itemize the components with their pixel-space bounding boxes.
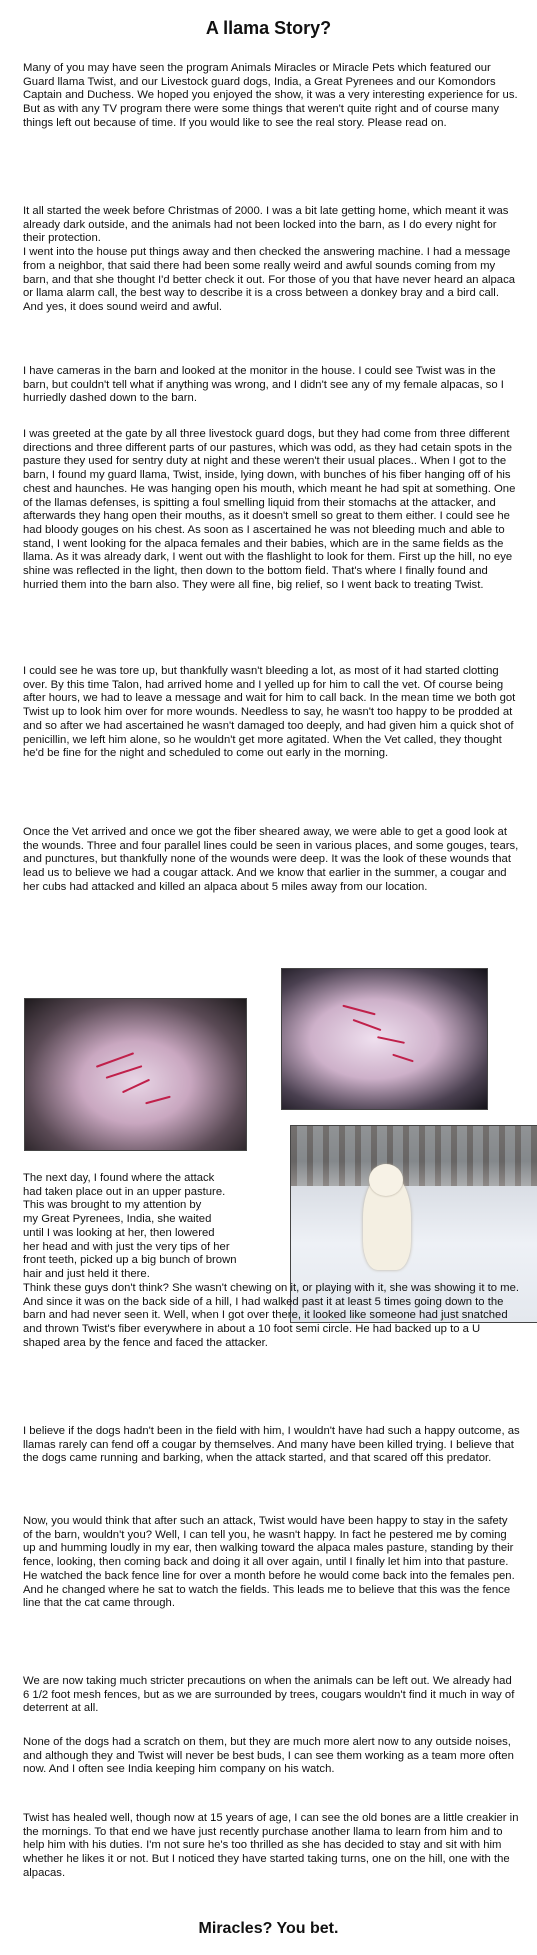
story-paragraph-scratch: None of the dogs had a scratch on them, but they are much more alert now to any outside noises, and although they and Twist will never be best buds, I can see them working as a team more often now. And I often see India keeping him company on his watch. xyxy=(23,1736,514,1776)
story-paragraph-precautions: We are now taking much stricter precautions on when the animals can be left out. We already had 6 1/2 foot mesh fences, but as we are surrounded by trees, cougars wouldn't find it much in way of deterrent at all. xyxy=(23,1675,515,1715)
story-paragraph-next-day: The next day, I found where the attack had taken place out in an upper pasture. This was brought to my attention by my Great Pyrenees, India, she waited until I was looking at her, then lowered her head and with just the very tips of her front teeth, picked up a big bunch of brown hair and just held it there. xyxy=(23,1172,237,1280)
story-paragraph-greeted: I was greeted at the gate by all three livestock guard dogs, but they had come from three different directions and three different parts of our pastures, which was odd, as they had cetain spots in the pasture they used for sentry duty at night and these weren't their usual places.. When I got to the barn, I found my guard llama, Twist, inside, lying down, with bunches of his fiber hanging off of his chest and haunches. He was hanging open his mouth, which meant he had spit at something. One of the llamas defenses, is spitting a foul smelling liquid from their stomachs at the attacker, and afterwards they hang open their mouths, as it doesn't smell so great to them either. I could see he had bloody gouges on his chest. As soon as I ascertained he was not bleeding much and able to stand, I went looking for the alpaca females and their babies, which are in the same fields as the llama. As it was already dark, I went out with the flashlight to look for them. First up the hill, no eye shine was reflected in the light, then down to the bottom field. That's where I finally found and hurried them into the barn also. They were all fine, big relief, so I went back to treating Twist. xyxy=(23,428,516,591)
closing-line: Miracles? You bet. xyxy=(198,1920,339,1937)
llama-wound-photo-2 xyxy=(281,968,488,1110)
story-paragraph-tore-up: I could see he was tore up, but thankfully wasn't bleeding a lot, as most of it had started clotting over. By this time Talon, had arrived home and I yelled up for him to call the vet. Of course being after hours, we had to leave a message and wait for him to call back. In the mean time we both got Twist up to look him over for more wounds. Needless to say, he wasn't too happy to be prodded at and so after we had ascertained he wasn't damaged too deeply, and had given him a quick shot of penicillin, we left him alone, so he wouldn't get more agitated. When the Vet called, they thought he'd be fine for the night and scheduled to come out early in the morning. xyxy=(23,665,516,760)
page-title: A llama Story? xyxy=(205,18,332,38)
intro-paragraph: Many of you may have seen the program Animals Miracles or Miracle Pets which featured our Guard llama Twist, and our Livestock guard dogs, India, a Great Pyrenees and our Komondors Captain and Duchess. We hoped you enjoyed the show, it was a very interesting experience for us. But as with any TV program there were some things that weren't quite right and of course many things left out because of time. If you would like to see the real story. Please read on. xyxy=(23,62,518,129)
story-paragraph-dogs: I believe if the dogs hadn't been in the field with him, I wouldn't have had such a happy outcome, as llamas rarely can fend off a cougar by themselves. And many have been killed trying. I believe that the dogs came running and barking, when the attack started, and that scared off this predator. xyxy=(23,1425,520,1465)
story-paragraph-cameras: I have cameras in the barn and looked at the monitor in the house. I could see Twist was in the barn, but couldn't tell what if anything was wrong, and I didn't see any of my female alpacas, so I hurriedly dashed down to the barn. xyxy=(23,365,504,405)
llama-wound-photo-1 xyxy=(24,998,247,1151)
story-paragraph-start: It all started the week before Christmas of 2000. I was a bit late getting home, which meant it was already dark outside, and the animals had not been locked into the barn, as I do every night for their protection. I went into the house put things away and then checked the answering machine. I had a message from a neighbor, that said there had been some really weird and awful sounds coming from my barn, and that she thought I'd better check it out. For those of you that have never heard an alpaca or llama alarm call, the best way to describe it is a cross between a donkey bray and a bird call. And yes, it does sound weird and awful. xyxy=(23,205,516,313)
story-paragraph-healed: Twist has healed well, though now at 15 years of age, I can see the old bones are a little creakier in the mornings. To that end we have just recently purchase another llama to learn from him and to help him with his duties. I'm not sure he's too thrilled as she has decided to stay and sit with him whether he likes it or not. But I noticed they have started taking turns, one on the hill, one with the alpacas. xyxy=(23,1812,519,1879)
story-paragraph-safety: Now, you would think that after such an attack, Twist would have been happy to stay in the safety of the barn, wouldn't you? Well, I can tell you, he wasn't happy. In fact he pestered me by coming up and humming loudly in my ear, then walking toward the alpaca males pasture, standing by their fence, looking, then coming back and doing it all over again, until I finally let him into that pasture. He watched the back fence line for over a month before he would come back into the females pen. And he changed where he sat to watch the fields. This leads me to believe that this was the fence line that the cat came through. xyxy=(23,1515,515,1610)
story-paragraph-think: Think these guys don't think? She wasn't chewing on it, or playing with it, she was showing it to me. And since it was on the back side of a hill, I had walked past it at least 5 times going down to the barn and had never seen it. Well, when I got over there, it looked like someone had just snatched and thrown Twist's fiber everywhere in about a 10 foot semi circle. He had backed up to a U shaped area by the fence and faced the attacker. xyxy=(23,1282,519,1349)
story-paragraph-vet: Once the Vet arrived and once we got the fiber sheared away, we were able to get a good look at the wounds. Three and four parallel lines could be seen in various places, and some gouges, tears, and punctures, but thankfully none of the wounds were deep. It was the look of these wounds that lead us to believe we had a cougar attack. And we know that earlier in the summer, a cougar and her cubs had attacked and killed an alpaca about 5 miles away from our location. xyxy=(23,826,519,893)
